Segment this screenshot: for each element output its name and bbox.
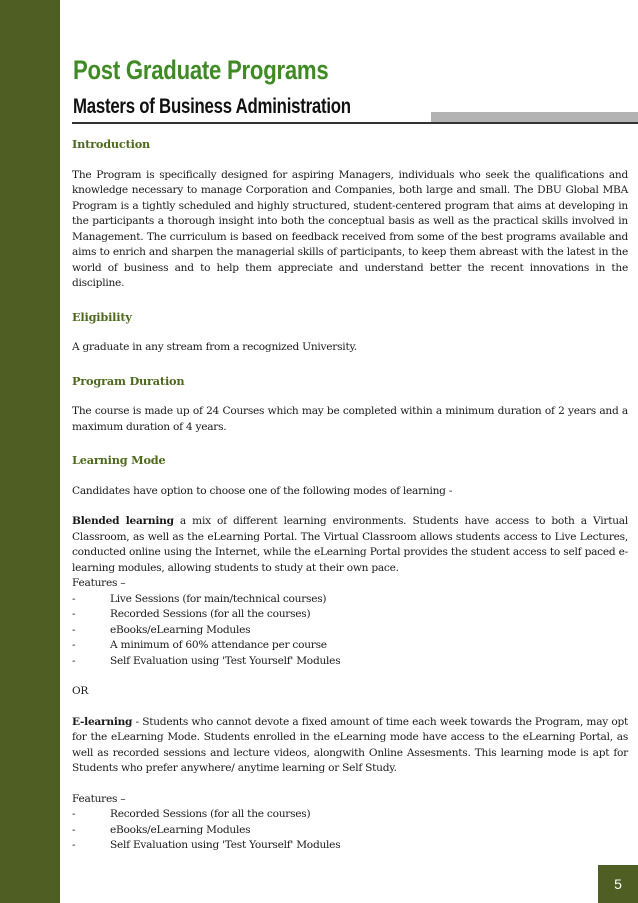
duration-text: The course is made up of 24 Courses which may be completed within a minimum duration of 2 years and a maximum duration of 4 years. xyxy=(72,405,628,433)
list-item xyxy=(72,607,628,623)
left-sidebar-bar xyxy=(0,0,60,903)
list-item xyxy=(72,592,628,608)
feature-text: Recorded Sessions (for all the courses) xyxy=(110,608,311,620)
feature-text: Self Evaluation using 'Test Yourself' Modules xyxy=(110,839,341,851)
blended-features-label: Features – xyxy=(72,577,126,589)
elearning-term: E-learning xyxy=(72,715,133,728)
list-item xyxy=(72,654,628,670)
blended-learning-term: Blended learning xyxy=(72,515,174,527)
feature-text: eBooks/eLearning Modules xyxy=(110,623,251,636)
list-item xyxy=(72,823,628,839)
list-dash: - xyxy=(72,654,76,667)
list-dash: - xyxy=(72,592,76,605)
list-dash: - xyxy=(72,839,76,851)
document-body xyxy=(72,130,628,854)
duration-heading: Program Duration xyxy=(72,373,185,388)
feature-text: Self Evaluation using 'Test Yourself' Modules xyxy=(110,654,341,667)
page-title: Post Graduate Programs xyxy=(73,55,329,85)
feature-text: eBooks/eLearning Modules xyxy=(110,823,251,836)
blended-learning-text xyxy=(72,514,628,576)
list-item xyxy=(72,638,628,654)
page-subtitle: Masters of Business Administration xyxy=(73,95,351,118)
list-item xyxy=(72,807,628,823)
elearning-features-label: Features – xyxy=(72,792,126,805)
eligibility-text: A graduate in any stream from a recognized University. xyxy=(72,341,357,353)
list-dash: - xyxy=(72,808,76,820)
page-number: 5 xyxy=(598,865,638,903)
elearning-body: - Students who cannot devote a fixed amount of time each week towards the Program, may opt for the eLearning Mode. Students enrolled in the eLearning mode have access to the eLearning Portal, as well as recorded sessions and lecture videos, alongwith Online Assesments. This learning mode is apt for Students who prefer anywhere/ anytime learning or Self Study. xyxy=(72,715,628,774)
feature-text: Recorded Sessions (for all the courses) xyxy=(110,808,311,820)
feature-text: A minimum of 60% attendance per course xyxy=(110,639,327,651)
introduction-heading: Introduction xyxy=(72,137,151,151)
or-separator: OR xyxy=(72,685,89,697)
elearning-text xyxy=(72,715,628,777)
learning-mode-heading: Learning Mode xyxy=(72,453,166,467)
list-item xyxy=(72,838,628,854)
eligibility-heading: Eligibility xyxy=(72,309,132,324)
list-dash: - xyxy=(72,623,76,636)
list-item xyxy=(72,623,628,639)
list-dash: - xyxy=(72,823,76,836)
list-dash: - xyxy=(72,608,76,620)
list-dash: - xyxy=(72,639,76,651)
header-divider xyxy=(72,122,638,124)
learning-mode-intro: Candidates have option to choose one of the following modes of learning - xyxy=(72,484,453,497)
feature-text: Live Sessions (for main/technical courses) xyxy=(110,592,327,605)
introduction-text: The Program is specifically designed for aspiring Managers, individuals who seek the qualifications and knowledge necessary to manage Corporation and Companies, both large and small. The DBU Global MBA Program is a tightly scheduled and highly structured, student-centered program that aims at developing in the participants a thorough insight into both the conceptual basis as well as the practical skills involved in Management. The curriculum is based on feedback received from some of the best programs available and aims to enrich and sharpen the managerial skills of participants, to keep them abreast with the latest in the world of business and to help them appreciate and understand better the recent innovations in the discipline. xyxy=(72,168,628,289)
blended-learning-body: a mix of different learning environments. Students have access to both a Virtual Classroom, as well as the eLearning Portal. The Virtual Classroom allows students access to Live Lectures, conducted online using the Internet, while the eLearning Portal provides the student access to self paced e-learning modules, allowing students to study at their own pace. xyxy=(72,515,628,574)
